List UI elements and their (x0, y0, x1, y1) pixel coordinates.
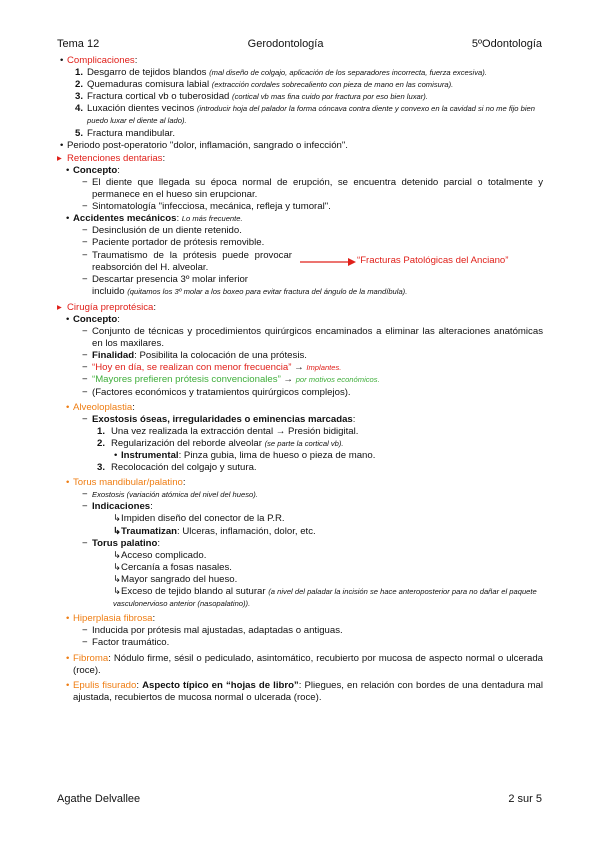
list-item: • Instrumental: Pinza gubia, lima de hueso o pieza de mano. (114, 450, 376, 461)
list-item: − Indicaciones: (82, 501, 153, 513)
list-item: − Exostosis (variación atómica del nivel del hueso). (82, 489, 258, 501)
list-item: − “Hoy en día, se realizan con menor frecuencia” → Implantes. (82, 362, 342, 374)
subsection-fibroma: • Fibroma: Nódulo firme, sésil o pediculado, asintomático, recubierto por mucosa de aspecto normal o ulcerada (roce). (66, 652, 543, 676)
list-item: 2. Quemaduras comisura labial (extracción cordales sobrecaliento con pieza de mano en las comisura). (75, 79, 454, 91)
section-cirugia: ▸ Cirugía preprotésica: (57, 301, 157, 313)
list-item: 1. Desgarro de tejidos blandos (mal diseño de colgajo, aplicación de los separadores incorrecta, fuerza excesiva). (75, 67, 487, 79)
list-item: ↳Acceso complicado. (113, 549, 207, 561)
section-retenciones: ▸ Retenciones dentarias: (57, 152, 166, 164)
list-item: • Periodo post-operatorio "dolor, inflamación, sangrado o infección". (60, 139, 348, 151)
list-item: − Conjunto de técnicas y procedimientos quirúrgicos encaminados a eliminar las alteraciones anatómicas en los maxilares. (82, 326, 543, 350)
list-item: − Traumatismo de la prótesis puede provocar reabsorción del H. alveolar. “Fracturas Patológicas del Anciano” (82, 249, 509, 273)
list-item: − Desinclusión de un diente retenido. (82, 225, 242, 237)
list-item: ↳Mayor sangrado del hueso. (113, 573, 238, 585)
list-item: 3. Fractura cortical vb o tuberosidad (cortical vb mas fina cuido por fractura por eso bien luxar). (75, 91, 428, 103)
header-right: 5ºOdontología (471, 38, 542, 50)
list-item: 4. Luxación dientes vecinos (introducir hoja del palador la forma cóncava contra diente y convexo en la cavidad si no me fijo bien puedo luxar el diente al lado). (75, 103, 535, 126)
list-item: • Concepto: (66, 313, 120, 325)
list-item: − Exostosis óseas, irregularidades o eminencias marcadas: (82, 413, 356, 425)
subsection-epulis: • Epulis fisurado: Aspecto típico en “hojas de libro”: Pliegues, en relación con bordes de una dentadura mal ajustada, recubiertos de mucosa normal o ulcerada (roce). (66, 679, 543, 703)
list-item: − Paciente portador de prótesis removible. (82, 237, 265, 249)
list-item: • Concepto: (66, 164, 120, 176)
list-item: 2. Regularización del reborde alveolar (se parte la cortical vb). (97, 437, 344, 449)
list-item: ↳Impiden diseño del conector de la P.R. (113, 513, 285, 525)
list-item: − “Mayores prefieren prótesis convencionales” → por motivos económicos. (82, 374, 380, 386)
list-item: • Accidentes mecánicos: Lo más frecuente. (66, 213, 243, 225)
subsection-hiperplasia: • Hiperplasia fibrosa: (66, 613, 156, 625)
list-item: 5. Fractura mandibular. (75, 127, 175, 139)
list-item: − Factor traumático. (82, 637, 170, 649)
list-item: − Sintomatología "infecciosa, mecánica, refleja y tumoral". (82, 201, 331, 213)
page-number: 2 sur 5 (508, 793, 542, 805)
list-item: ↳Cercanía a fosas nasales. (113, 561, 232, 573)
list-item: 3. Recolocación del colgajo y sutura. (97, 462, 257, 474)
page-footer (57, 793, 542, 805)
list-item: − Inducida por prótesis mal ajustadas, adaptadas o antiguas. (82, 625, 343, 637)
list-item: 1. Una vez realizada la extracción dental → Presión bidigital. (97, 425, 359, 437)
list-item: − Finalidad: Posibilita la colocación de una prótesis. (82, 350, 307, 362)
list-item: − (Factores económicos y tratamientos quirúrgicos complejos). (82, 386, 351, 398)
arrow-right-icon (300, 257, 356, 267)
list-item: − Torus palatino: (82, 537, 161, 549)
list-item: ↳Exceso de tejido blando al suturar (a nivel del paladar la incisión se hace anteroposterior para no dañar el paquete vasculonervioso anterior (nasopalatino)). (113, 586, 537, 609)
list-item: − Descartar presencia 3º molar inferior (82, 273, 248, 285)
header-center: Gerodontología (247, 38, 324, 50)
list-item: ↳Traumatizan: Ulceras, inflamación, dolor, etc. (113, 525, 316, 537)
document-body (57, 55, 543, 704)
footer-author: Agathe Delvallee (57, 793, 141, 805)
fracturas-note: “Fracturas Patológicas del Anciano” (357, 254, 509, 266)
page-header (57, 38, 542, 50)
subsection-alveoloplastia: • Alveoloplastia: (66, 401, 135, 413)
subsection-torus: • Torus mandibular/palatino: (66, 477, 186, 489)
bullet-complicaciones: • Complicaciones: (60, 55, 138, 66)
list-item: − El diente que llegada su época normal de erupción, se encuentra detenido parcial o totalmente y permanece en el hueso sin erupcionar. (82, 176, 543, 201)
header-left: Tema 12 (57, 38, 100, 50)
list-item-cont: incluido (quitamos los 3º molar a los boxeo para evitar fractura del ángulo de la mandíbula). (92, 285, 408, 297)
